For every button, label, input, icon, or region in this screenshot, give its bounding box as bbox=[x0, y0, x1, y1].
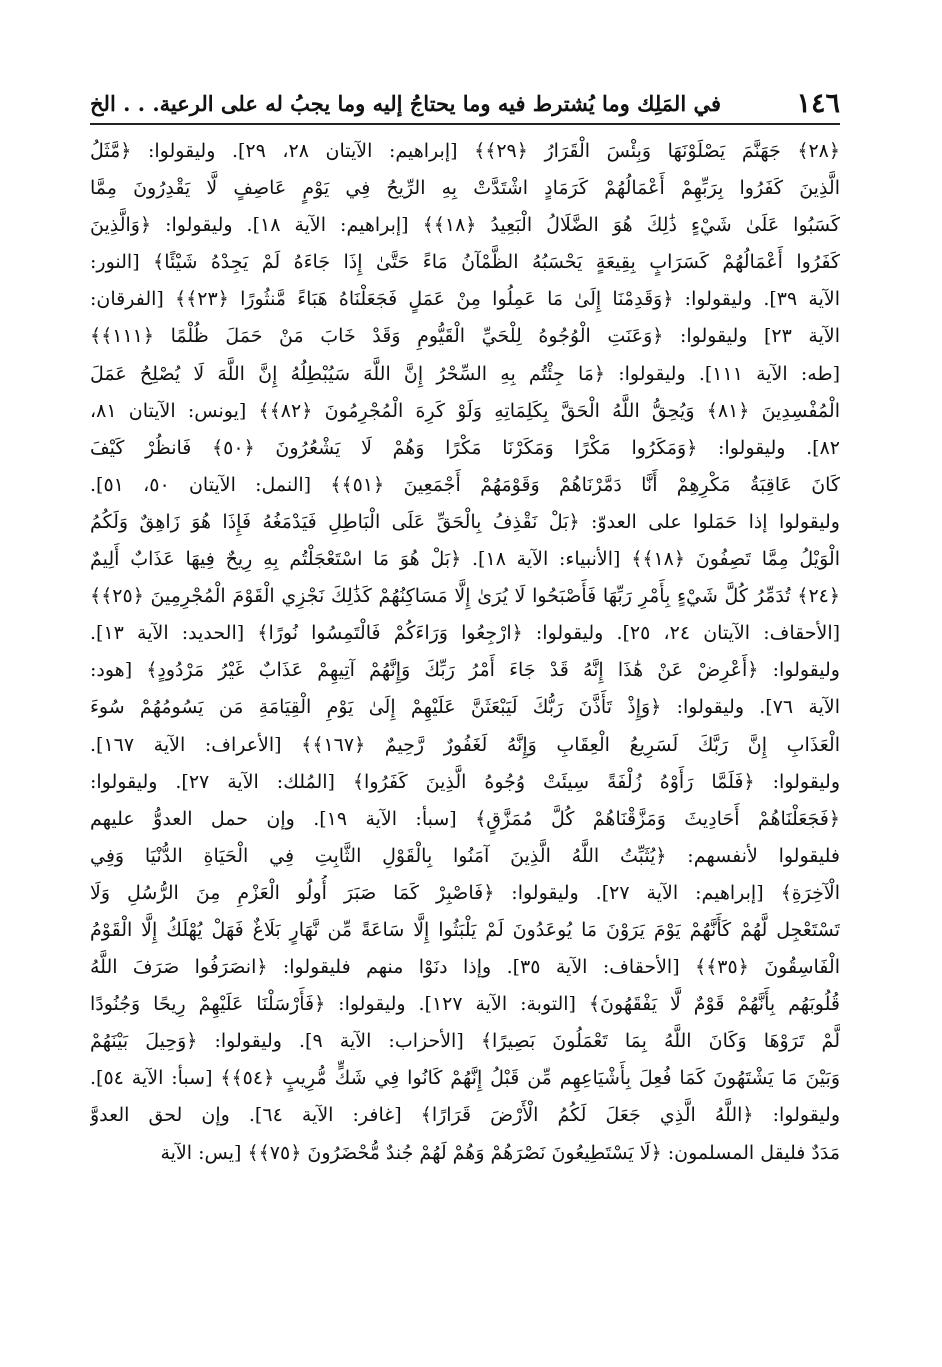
text-line: لَّمْ تَرَوْهَا وَكَانَ اللَّهُ بِمَا تَعْمَلُونَ بَصِيرًا﴾ [الأحزاب: الآية ٩]. وليقولوا: ﴿وَحِيلَ بَيْنَهُمْ bbox=[90, 1030, 840, 1053]
text-line: ﴿٢٤﴾ تُدَمِّرُ كُلَّ شَيْءٍ بِأَمْرِ رَبِّهَا فَأَصْبَحُوا لَا يُرَىٰ إِلَّا مَسَاكِنُهُمْ كَذَٰلِكَ نَجْزِي الْقَوْمَ الْمُجْرِمِينَ ﴿٢٥﴾﴾ bbox=[90, 585, 840, 608]
text-line: فليقولوا لأنفسهم: ﴿يُثَبِّتُ اللَّهُ الَّذِينَ آمَنُوا بِالْقَوْلِ الثَّابِتِ فِي الْحَيَاةِ الدُّنْيَا وَفِي bbox=[90, 844, 840, 867]
text-line: وليقولوا: ﴿اللَّهُ الَّذِي جَعَلَ لَكُمُ الْأَرْضَ قَرَارًا﴾ [غافر: الآية ٦٤]. وإن لحق العدوَّ bbox=[90, 1104, 840, 1127]
text-line: ﴿فَجَعَلْنَاهُمْ أَحَادِيثَ وَمَزَّقْنَاهُمْ كُلَّ مُمَزَّقٍ﴾ [سبأ: الآية ١٩]. وإن حمل العدوُّ عليهم bbox=[90, 807, 840, 830]
body-text bbox=[90, 133, 840, 1358]
text-line: تَسْتَعْجِل لَّهُمْ كَأَنَّهُمْ يَوْمَ يَرَوْنَ مَا يُوعَدُونَ لَمْ يَلْبَثُوا إِلَّا سَاعَةً مِّن نَّهَارٍ بَلَاغٌ فَهَلْ يُهْلَكُ إِلَّا الْقَوْمُ bbox=[90, 918, 840, 941]
text-line: كَانَ عَاقِبَةُ مَكْرِهِمْ أَنَّا دَمَّرْنَاهُمْ وَقَوْمَهُمْ أَجْمَعِينَ ﴿٥١﴾﴾ [النمل: الآيتان ٥٠، ٥١]. bbox=[90, 473, 840, 496]
text-line: الْآخِرَةِ﴾ [إبراهيم: الآية ٢٧]. وليقولوا: ﴿فَاصْبِرْ كَمَا صَبَرَ أُولُو الْعَزْمِ مِنَ الرُّسُلِ وَلَا bbox=[90, 881, 840, 904]
text-line: الآية ٢٣] وليقولوا: ﴿وَعَنَتِ الْوُجُوهُ لِلْحَيِّ الْقَيُّومِ وَقَدْ خَابَ مَنْ حَمَلَ ظُلْمًا ﴿١١١﴾﴾ bbox=[90, 325, 840, 348]
header-rule bbox=[90, 123, 840, 125]
text-line: ٨٢]. وليقولوا: ﴿وَمَكَرُوا مَكْرًا وَمَكَرْنَا مَكْرًا وَهُمْ لَا يَشْعُرُونَ ﴿٥٠﴾ فَانظُرْ كَيْفَ bbox=[90, 436, 840, 459]
text-line: وليقولوا: ﴿أَعْرِضْ عَنْ هَٰذَا إِنَّهُ قَدْ جَاءَ أَمْرُ رَبِّكَ وَإِنَّهُمْ آتِيهِمْ عَذَابٌ غَيْرُ مَرْدُودٍ﴾ [هود: bbox=[90, 659, 840, 682]
text-line: [الأحقاف: الآيتان ٢٤، ٢٥]. وليقولوا: ﴿ارْجِعُوا وَرَاءَكُمْ فَالْتَمِسُوا نُورًا﴾ [الحديد: الآية ١٣]. bbox=[90, 622, 840, 645]
text-line: [طه: الآية ١١١]. وليقولوا: ﴿مَا جِئْتُم بِهِ السِّحْرُ إِنَّ اللَّهَ سَيُبْطِلُهُ إِنَّ اللَّهَ لَا يُصْلِحُ عَمَلَ bbox=[90, 362, 840, 385]
page-header bbox=[90, 86, 840, 126]
running-title: في المَلِك وما يُشترط فيه وما يحتاجُ إليه وما يجبُ له على الرعية. . . الخ bbox=[90, 91, 722, 116]
text-line: الْعَذَابِ إِنَّ رَبَّكَ لَسَرِيعُ الْعِقَابِ وَإِنَّهُ لَغَفُورٌ رَّحِيمٌ ﴿١٦٧﴾﴾ [الأعراف: الآية ١٦٧]. bbox=[90, 733, 840, 756]
text-line: قُلُوبَهُم بِأَنَّهُمْ قَوْمٌ لَّا يَفْقَهُونَ﴾ [التوبة: الآية ١٢٧]. وليقولوا: ﴿فَأَرْسَلْنَا عَلَيْهِمْ رِيحًا وَجُنُودًا bbox=[90, 993, 840, 1016]
text-line: الآية ٣٩]. وليقولوا: ﴿وَقَدِمْنَا إِلَىٰ مَا عَمِلُوا مِنْ عَمَلٍ فَجَعَلْنَاهُ هَبَاءً مَّنثُورًا ﴿٢٣﴾﴾ [الفرقان: bbox=[90, 288, 840, 311]
text-line: الْفَاسِقُونَ ﴿٣٥﴾﴾ [الأحقاف: الآية ٣٥]. وإذا دنَوْا منهم فليقولوا: ﴿انصَرَفُوا صَرَفَ اللَّهُ bbox=[90, 956, 840, 979]
text-line: كَسَبُوا عَلَىٰ شَيْءٍ ذَٰلِكَ هُوَ الضَّلَالُ الْبَعِيدُ ﴿١٨﴾﴾ [إبراهيم: الآية ١٨]. وليقولوا: ﴿وَالَّذِينَ bbox=[90, 214, 840, 237]
text-line: الْوَيْلُ مِمَّا تَصِفُونَ ﴿١٨﴾﴾ [الأنبياء: الآية ١٨]. ﴿بَلْ هُوَ مَا اسْتَعْجَلْتُم بِهِ رِيحٌ فِيهَا عَذَابٌ أَلِيمٌ bbox=[90, 548, 840, 571]
text-line: ﴿٢٨﴾ جَهَنَّمَ يَصْلَوْنَهَا وَبِئْسَ الْقَرَارُ ﴿٢٩﴾﴾ [إبراهيم: الآيتان ٢٨، ٢٩]. وليقولوا: ﴿مَّثَلُ bbox=[90, 140, 840, 162]
text-line: كَفَرُوا أَعْمَالُهُمْ كَسَرَابٍ بِقِيعَةٍ يَحْسَبُهُ الظَّمْآنُ مَاءً حَتَّىٰ إِذَا جَاءَهُ لَمْ يَجِدْهُ شَيْئًا﴾ [النور: bbox=[90, 251, 840, 274]
text-line: وليقولوا: ﴿فَلَمَّا رَأَوْهُ زُلْفَةً سِيئَتْ وُجُوهُ الَّذِينَ كَفَرُوا﴾ [المُلك: الآية ٢٧]. وليقولوا: bbox=[90, 770, 840, 793]
text-line: مَدَدٌ فليقل المسلمون: ﴿لَا يَسْتَطِيعُونَ نَصْرَهُمْ وَهُمْ لَهُمْ جُندٌ مُّحْضَرُونَ ﴿٧٥﴾﴾ [يس: الآية bbox=[160, 1141, 840, 1164]
text-line: الْمُفْسِدِينَ ﴿٨١﴾ وَيُحِقُّ اللَّهُ الْحَقَّ بِكَلِمَاتِهِ وَلَوْ كَرِهَ الْمُجْرِمُونَ ﴿٨٢﴾﴾ [يونس: الآيتان ٨١، bbox=[90, 399, 840, 422]
text-line: وليقولوا إذا حَمَلوا على العدوّ: ﴿بَلْ نَقْذِفُ بِالْحَقِّ عَلَى الْبَاطِلِ فَيَدْمَغُهُ فَإِذَا هُوَ زَاهِقٌ وَلَكُمُ bbox=[90, 510, 840, 533]
text-line: الَّذِينَ كَفَرُوا بِرَبِّهِمْ أَعْمَالُهُمْ كَرَمَادٍ اشْتَدَّتْ بِهِ الرِّيحُ فِي يَوْمٍ عَاصِفٍ لَّا يَقْدِرُونَ مِمَّا bbox=[90, 177, 840, 200]
text-line: الآية ٧٦]. وليقولوا: ﴿وَإِذْ تَأَذَّنَ رَبُّكَ لَيَبْعَثَنَّ عَلَيْهِمْ إِلَىٰ يَوْمِ الْقِيَامَةِ مَن يَسُومُهُمْ سُوءَ bbox=[90, 696, 840, 719]
text-line: وَبَيْنَ مَا يَشْتَهُونَ كَمَا فُعِلَ بِأَشْيَاعِهِم مِّن قَبْلُ إِنَّهُمْ كَانُوا فِي شَكٍّ مُّرِيبٍ ﴿٥٤﴾﴾ [سبأ: الآية ٥٤]. bbox=[90, 1067, 840, 1090]
page-number: ١٤٦ bbox=[796, 88, 840, 119]
